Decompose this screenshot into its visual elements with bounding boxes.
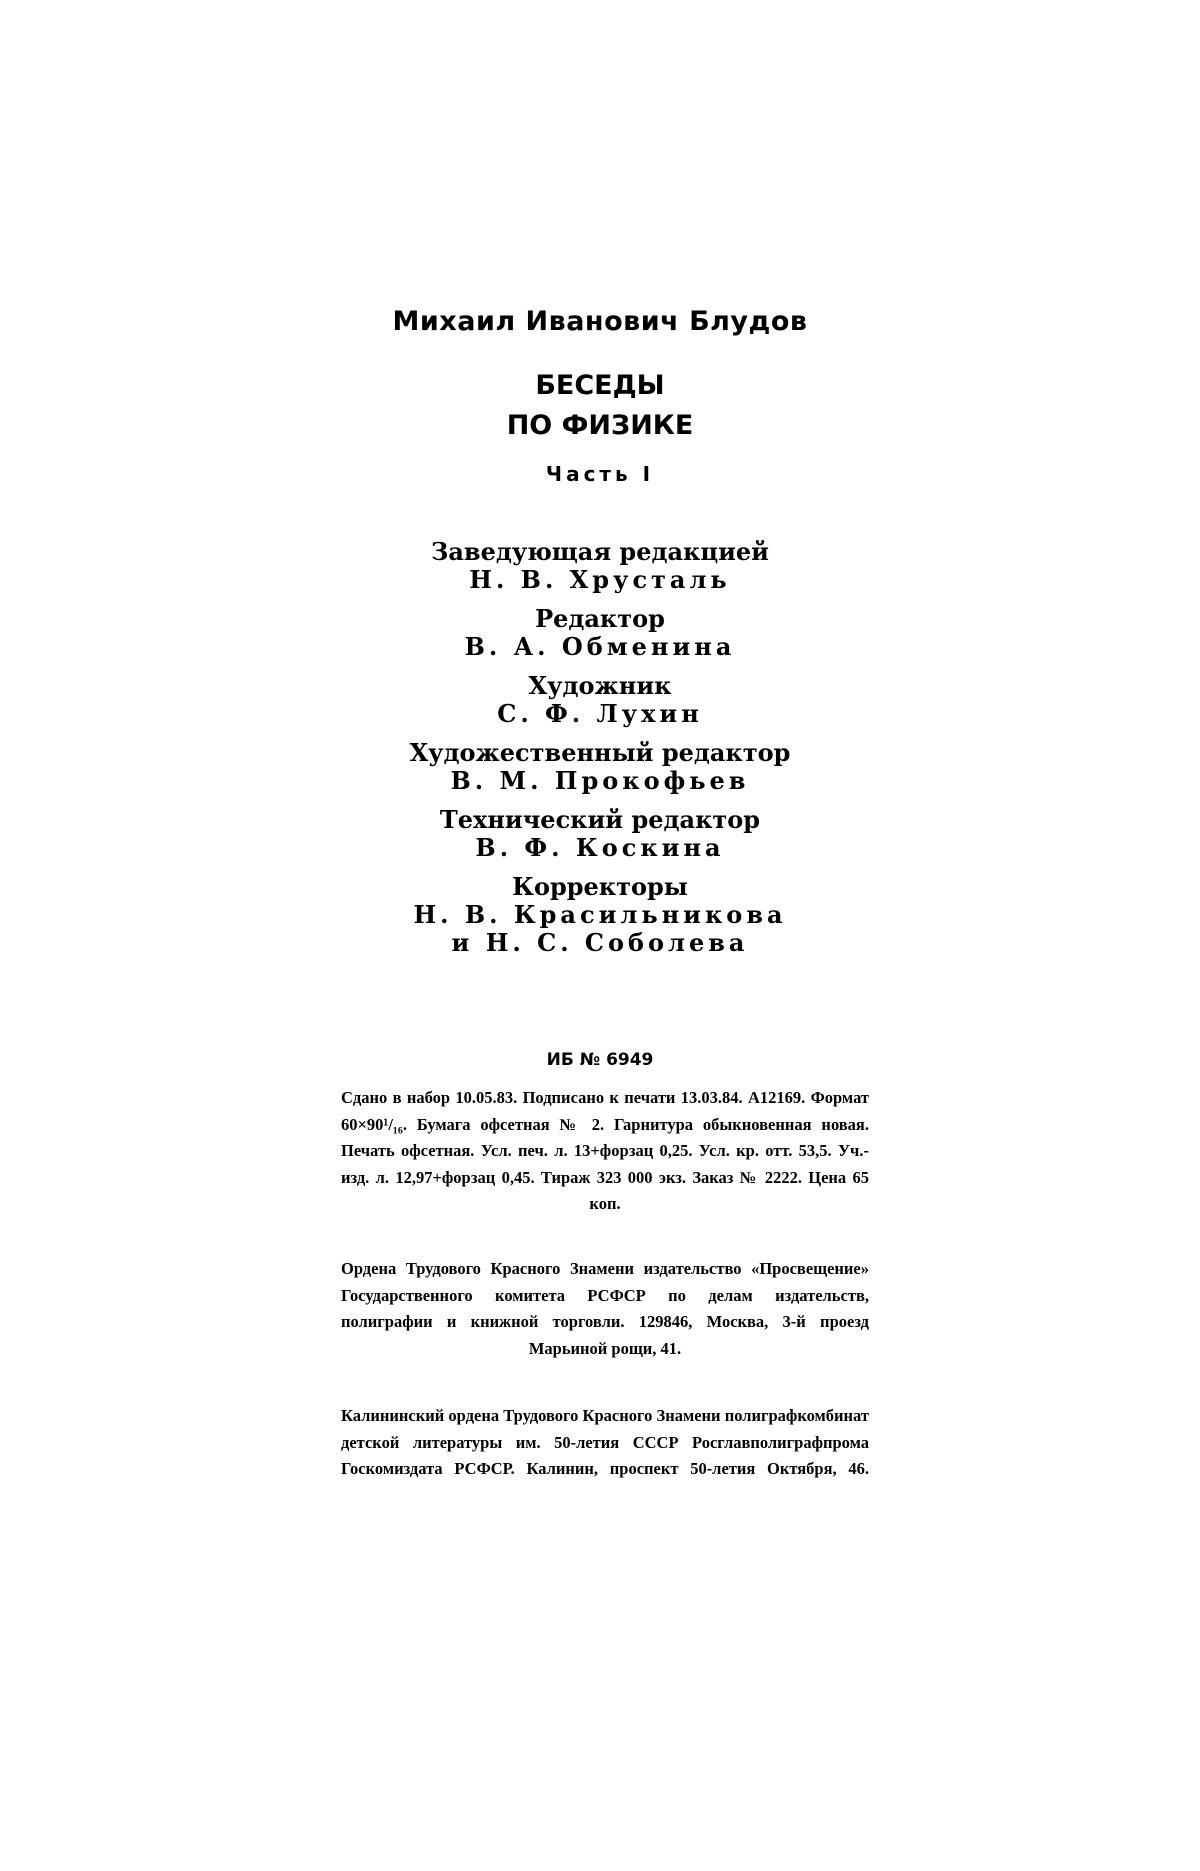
credit-role: Заведующая редакцией <box>431 537 769 566</box>
credit-role: Технический редактор <box>439 805 761 834</box>
credits-list <box>300 538 900 968</box>
credit-head-of-editorial <box>300 538 900 594</box>
author-name: Михаил Иванович Блудов <box>392 306 808 337</box>
printer-paragraph: Калининский ордена Трудового Красного Знамени полиграфкомбинат детской литературы им. 50-летия СССР Росглавполиграфпрома Госкомиздата РСФСР. Калинин, проспект 50-летия Октября, 46. <box>341 1406 869 1478</box>
print-data-paragraph: Сдано в набор 10.05.83. Подписано к печати 13.03.84. А12169. Формат 60×90¹/₁₆. Бумага офсетная № 2. Гарнитура обыкновенная новая. Печать офсетная. Усл. печ. л. 13+форзац 0,25. Усл. кр. отт. 53,5. Уч.-изд. л. 12,97+форзац 0,45. Тираж 323 000 экз. Заказ № 2222. Цена 65 коп. <box>341 1088 869 1213</box>
credit-role: Корректоры <box>512 872 688 901</box>
credit-proofreaders <box>300 873 900 957</box>
credit-editor <box>300 605 900 661</box>
credit-role: Художественный редактор <box>409 738 791 767</box>
book-title-line-2: ПО ФИЗИКЕ <box>506 410 694 441</box>
credit-name: В. М. Прокофьев <box>450 766 750 795</box>
publisher-paragraph: Ордена Трудового Красного Знамени издательство «Просвещение» Государственного комитета РСФСР по делам издательств, полиграфии и книжной торговли. 129846, Москва, 3-й проезд Марьиной рощи, 41. <box>341 1259 869 1358</box>
credit-name: Н. В. Хрусталь <box>469 565 731 594</box>
credit-name: В. Ф. Коскина <box>475 833 725 862</box>
credit-name: С. Ф. Лухин <box>497 699 703 728</box>
ib-number: ИБ № 6949 <box>546 1050 654 1070</box>
book-title-line-1: БЕСЕДЫ <box>535 370 665 401</box>
credit-role: Редактор <box>535 604 665 633</box>
credit-technical-editor <box>300 806 900 862</box>
credit-name-2: и Н. С. Соболева <box>451 928 749 957</box>
part-label: Часть I <box>545 462 655 486</box>
credit-name: Н. В. Красильникова <box>413 900 787 929</box>
credit-art-editor <box>300 739 900 795</box>
book-title <box>300 366 900 446</box>
credit-name: В. А. Обменина <box>464 632 736 661</box>
credit-role: Художник <box>528 671 672 700</box>
credit-artist <box>300 672 900 728</box>
